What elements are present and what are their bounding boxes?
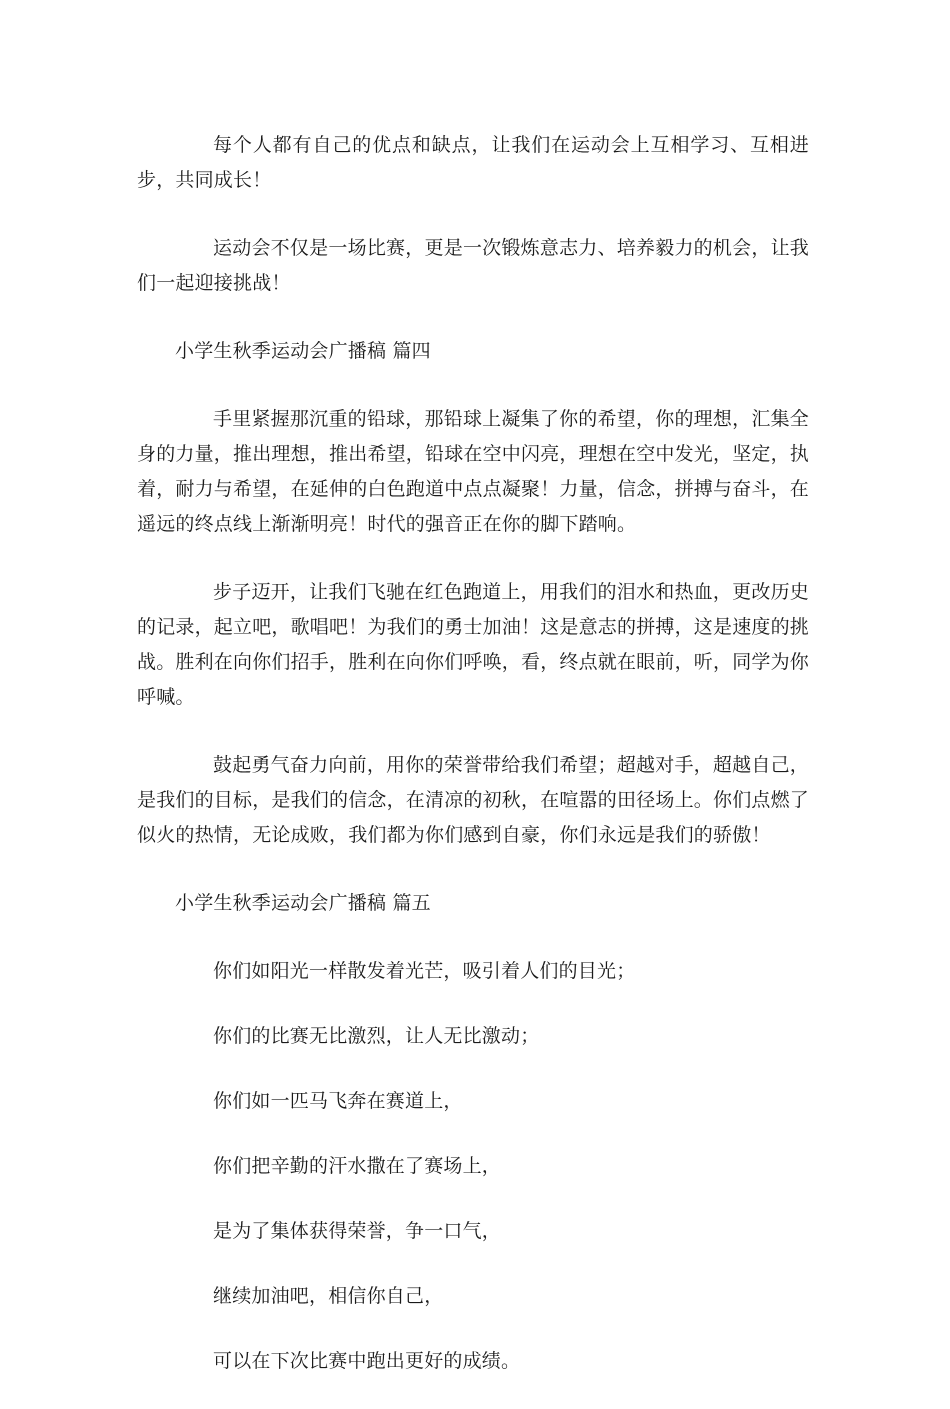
verse-line: 你们如一匹马飞奔在赛道上， [213, 1090, 463, 1112]
verse-line: 你们如阳光一样散发着光芒，吸引着人们的目光； [213, 960, 636, 982]
verse-line: 你们的比赛无比激烈，让人无比激动； [213, 1025, 540, 1047]
paragraph: 运动会不仅是一场比赛，更是一次锻炼意志力、培养毅力的机会，让我们一起迎接挑战！ [137, 237, 809, 294]
verse-line: 是为了集体获得荣誉，争一口气， [213, 1220, 502, 1242]
paragraph: 鼓起勇气奋力向前，用你的荣誉带给我们希望；超越对手，超越自己，是我们的目标，是我们的信念，在清凉的初秋，在喧嚣的田径场上。你们点燃了似火的热情，无论成败，我们都为你们感到自豪，你们永远是我们的骄傲！ [137, 754, 810, 846]
verse-line: 可以在下次比赛中跑出更好的成绩。 [213, 1350, 521, 1372]
verse-line: 继续加油吧，相信你自己， [213, 1285, 444, 1307]
paragraph: 手里紧握那沉重的铅球，那铅球上凝集了你的希望，你的理想，汇集全身的力量，推出理想，推出希望，铅球在空中闪亮，理想在空中发光，坚定，执着，耐力与希望，在延伸的白色跑道中点点凝聚！力量，信念，拼搏与奋斗，在遥远的终点线上渐渐明亮！时代的强音正在你的脚下踏响。 [137, 408, 810, 535]
section-heading: 小学生秋季运动会广播稿 篇五 [175, 892, 431, 914]
paragraph: 步子迈开，让我们飞驰在红色跑道上，用我们的泪水和热血，更改历史的记录，起立吧，歌唱吧！为我们的勇士加油！这是意志的拼搏，这是速度的挑战。胜利在向你们招手，胜利在向你们呼唤，看，终点就在眼前，听，同学为你呼喊。 [137, 581, 810, 708]
paragraph: 每个人都有自己的优点和缺点，让我们在运动会上互相学习、互相进步，共同成长！ [137, 134, 809, 191]
verse-line: 你们把辛勤的汗水撒在了赛场上， [213, 1155, 502, 1177]
document-body [137, 128, 809, 1409]
section-heading: 小学生秋季运动会广播稿 篇四 [175, 340, 431, 362]
